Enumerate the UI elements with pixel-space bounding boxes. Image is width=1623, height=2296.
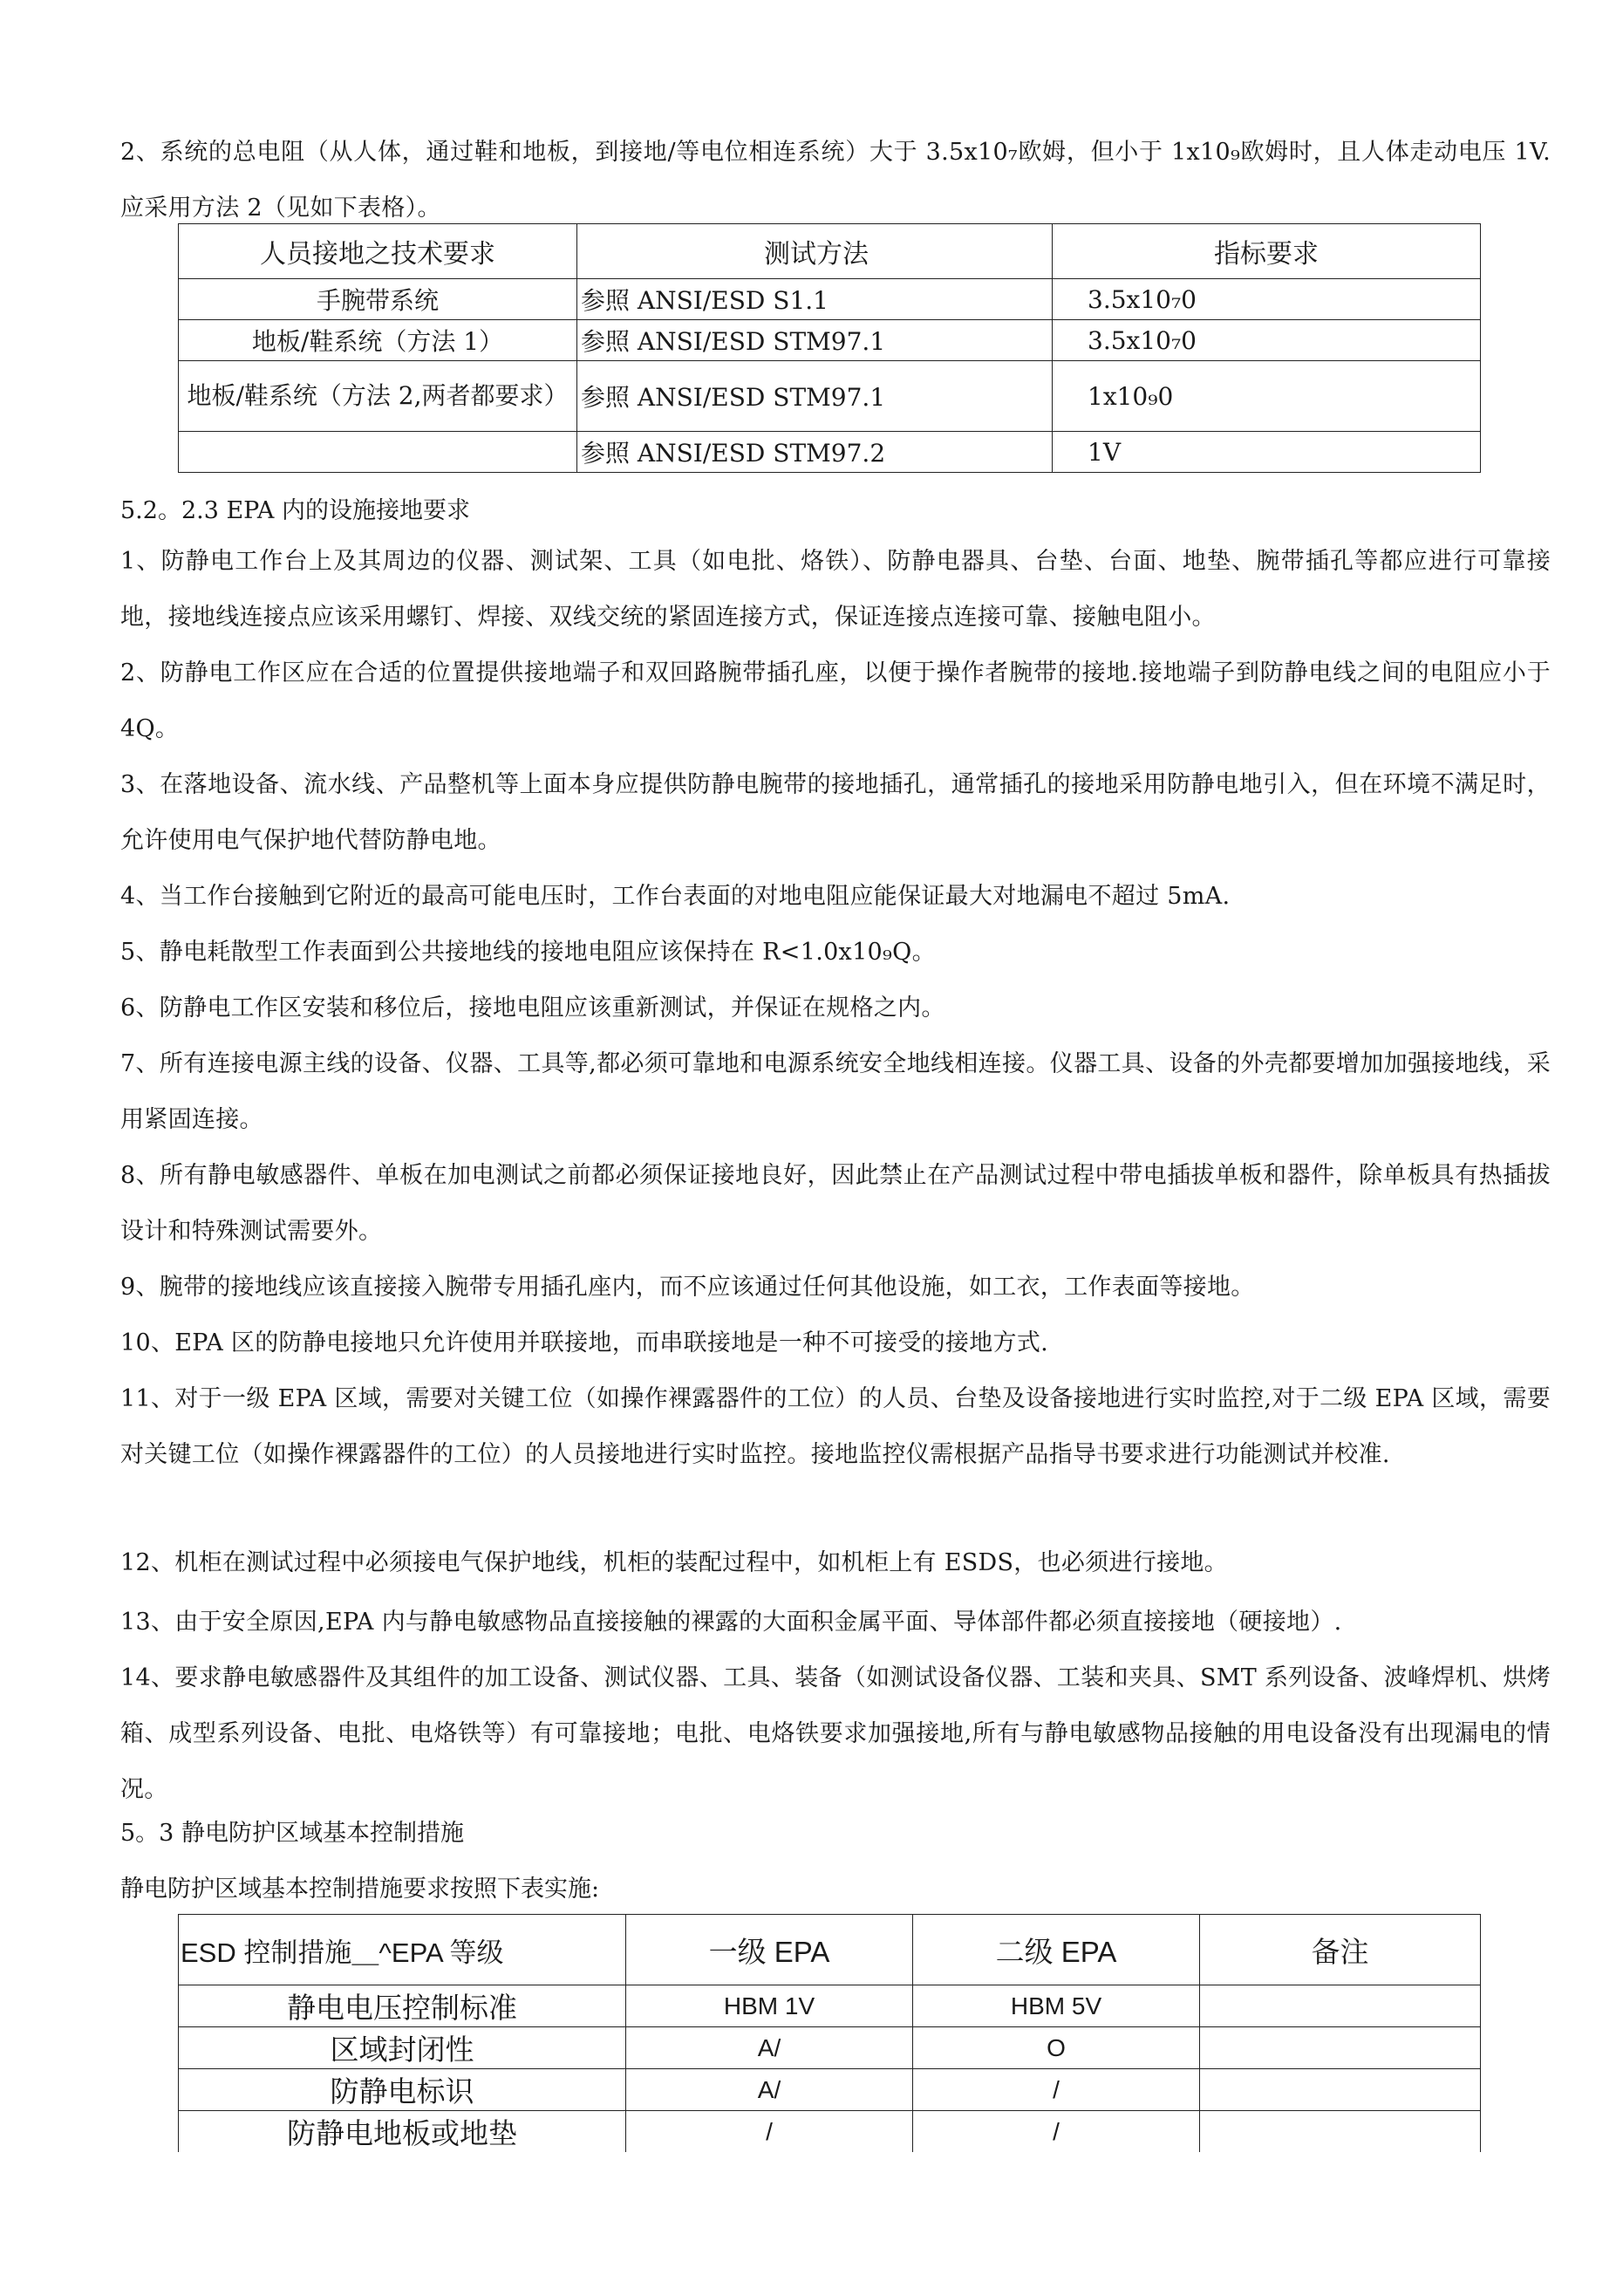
table-cell: 3.5x10₇0 [1053,279,1481,320]
table-header-cell: 人员接地之技术要求 [179,224,577,279]
table-cell: 参照 ANSI/ESD STM97.1 [577,361,1053,432]
list-item: 12、机柜在测试过程中必须接电气保护地线，机柜的装配过程中，如机柜上有 ESDS，也必须进行接地。 [120,1549,1228,1576]
table-cell: HBM 1V [626,1985,913,2027]
list-item: 5、静电耗散型工作表面到公共接地线的接地电阻应该保持在 R<1.0x10₉Q。 [120,939,936,966]
list-item: 1、防静电工作台上及其周边的仪器、测试架、工具（如电批、烙铁）、防静电器具、台垫、台面、地垫、腕带插孔等都应进行可靠接地，接地线连接点应该采用螺钉、焊接、双线交统的紧固连接方式，保证连接点连接可靠、接触电阻小。 [120,548,1551,631]
list-item: 6、防静电工作区安装和移位后，接地电阻应该重新测试，并保证在规格之内。 [120,994,945,1022]
table-cell: 参照 ANSI/ESD STM97.2 [577,432,1053,473]
table-row [179,432,1481,473]
table-header-cell: 备注 [1200,1915,1481,1985]
table-row [179,2027,1481,2069]
table-cell: O [913,2027,1200,2069]
table-cell [1200,2069,1481,2111]
table-cell: 参照 ANSI/ESD S1.1 [577,279,1053,320]
table-cell [1200,1985,1481,2027]
table-cell: / [913,2111,1200,2153]
table-cell: A/ [626,2027,913,2069]
table-header-cell: ESD 控制措施＿^EPA 等级 [179,1915,626,1985]
table-row [179,361,1481,432]
list-item: 14、要求静电敏感器件及其组件的加工设备、测试仪器、工具、装备（如测试设备仪器、工装和夹具、SMT 系列设备、波峰焊机、烘烤箱、成型系列设备、电批、电烙铁等）有可靠接地；电批、电烙铁要求加强接地,所有与静电敏感物品接触的用电设备没有出现漏电的情况。 [120,1664,1551,1803]
esd-control-measures-table [178,1914,1481,2152]
list-item: 10、EPA 区的防静电接地只允许使用并联接地，而串联接地是一种不可接受的接地方式. [120,1329,1049,1356]
table-cell: / [913,2069,1200,2111]
list-item: 11、对于一级 EPA 区域，需要对关键工位（如操作裸露器件的工位）的人员、台垫及设备接地进行实时监控,对于二级 EPA 区域，需要对关键工位（如操作裸露器件的工位）的人员接地进行实时监控。接地监控仪需根据产品指导书要求进行功能测试并校准. [120,1385,1551,1468]
list-item: 13、由于安全原因,EPA 内与静电敏感物品直接接触的裸露的大面积金属平面、导体部件都必须直接接地（硬接地）. [120,1609,1342,1636]
list-item: 8、所有静电敏感器件、单板在加电测试之前都必须保证接地良好，因此禁止在产品测试过程中带电插拔单板和器件，除单板具有热插拔设计和特殊测试需要外。 [120,1162,1551,1245]
section-heading-5-2-2-3: 5.2。2.3 EPA 内的设施接地要求 [120,497,470,524]
list-item: 4、当工作台接触到它附近的最高可能电压时，工作台表面的对地电阻应能保证最大对地漏电不超过 5mA. [120,883,1231,910]
table-cell: 防静电标识 [179,2069,626,2111]
list-item: 7、所有连接电源主线的设备、仪器、工具等,都必须可靠地和电源系统安全地线相连接。仪器工具、设备的外壳都要增加加强接地线，采用紧固连接。 [120,1050,1551,1133]
table-cell [1200,2027,1481,2069]
table-cell: 手腕带系统 [179,279,577,320]
table-header-cell: 指标要求 [1053,224,1481,279]
table-cell: 防静电地板或地垫 [179,2111,626,2153]
table-cell: / [626,2111,913,2153]
intro-paragraph-2: 2、系统的总电阻（从人体，通过鞋和地板，到接地/等电位相连系统）大于 3.5x10₇欧姆，但小于 1x10₉欧姆时，且人体走动电压 1V.应采用方法 2（见如下表格）。 [120,139,1551,222]
table-header-cell: 测试方法 [577,224,1053,279]
table-cell: 静电电压控制标准 [179,1985,626,2027]
table-header-row [179,224,1481,279]
table-cell: 地板/鞋系统（方法 1） [179,320,577,361]
table-cell: 地板/鞋系统（方法 2,两者都要求） [179,361,577,432]
table-cell [1200,2111,1481,2153]
list-item: 9、腕带的接地线应该直接接入腕带专用插孔座内，而不应该通过任何其他设施，如工衣，工作表面等接地。 [120,1274,1255,1301]
table-cell: 参照 ANSI/ESD STM97.1 [577,320,1053,361]
table-row [179,279,1481,320]
section-intro-text: 静电防护区域基本控制措施要求按照下表实施: [120,1876,600,1903]
table-row [179,320,1481,361]
table-cell: 区域封闭性 [179,2027,626,2069]
list-item: 2、防静电工作区应在合适的位置提供接地端子和双回路腕带插孔座，以便于操作者腕带的接地.接地端子到防静电线之间的电阻应小于 4Q。 [120,659,1551,742]
table-cell: A/ [626,2069,913,2111]
table-cell: 1V [1053,432,1481,473]
table-cell: 1x10₉0 [1053,361,1481,432]
table-header-cell: 一级 EPA [626,1915,913,1985]
personnel-grounding-table [178,223,1481,473]
table-cell: HBM 5V [913,1985,1200,2027]
table-row [179,2111,1481,2153]
table-row [179,2069,1481,2111]
table-header-cell: 二级 EPA [913,1915,1200,1985]
table-cell: 3.5x10₇0 [1053,320,1481,361]
section-heading-5-3: 5。3 静电防护区域基本控制措施 [120,1820,464,1847]
list-item: 3、在落地设备、流水线、产品整机等上面本身应提供防静电腕带的接地插孔，通常插孔的接地采用防静电地引入，但在环境不满足时，允许使用电气保护地代替防静电地。 [120,771,1551,854]
table-row [179,1985,1481,2027]
table-cell [179,432,577,473]
table-header-row [179,1915,1481,1985]
